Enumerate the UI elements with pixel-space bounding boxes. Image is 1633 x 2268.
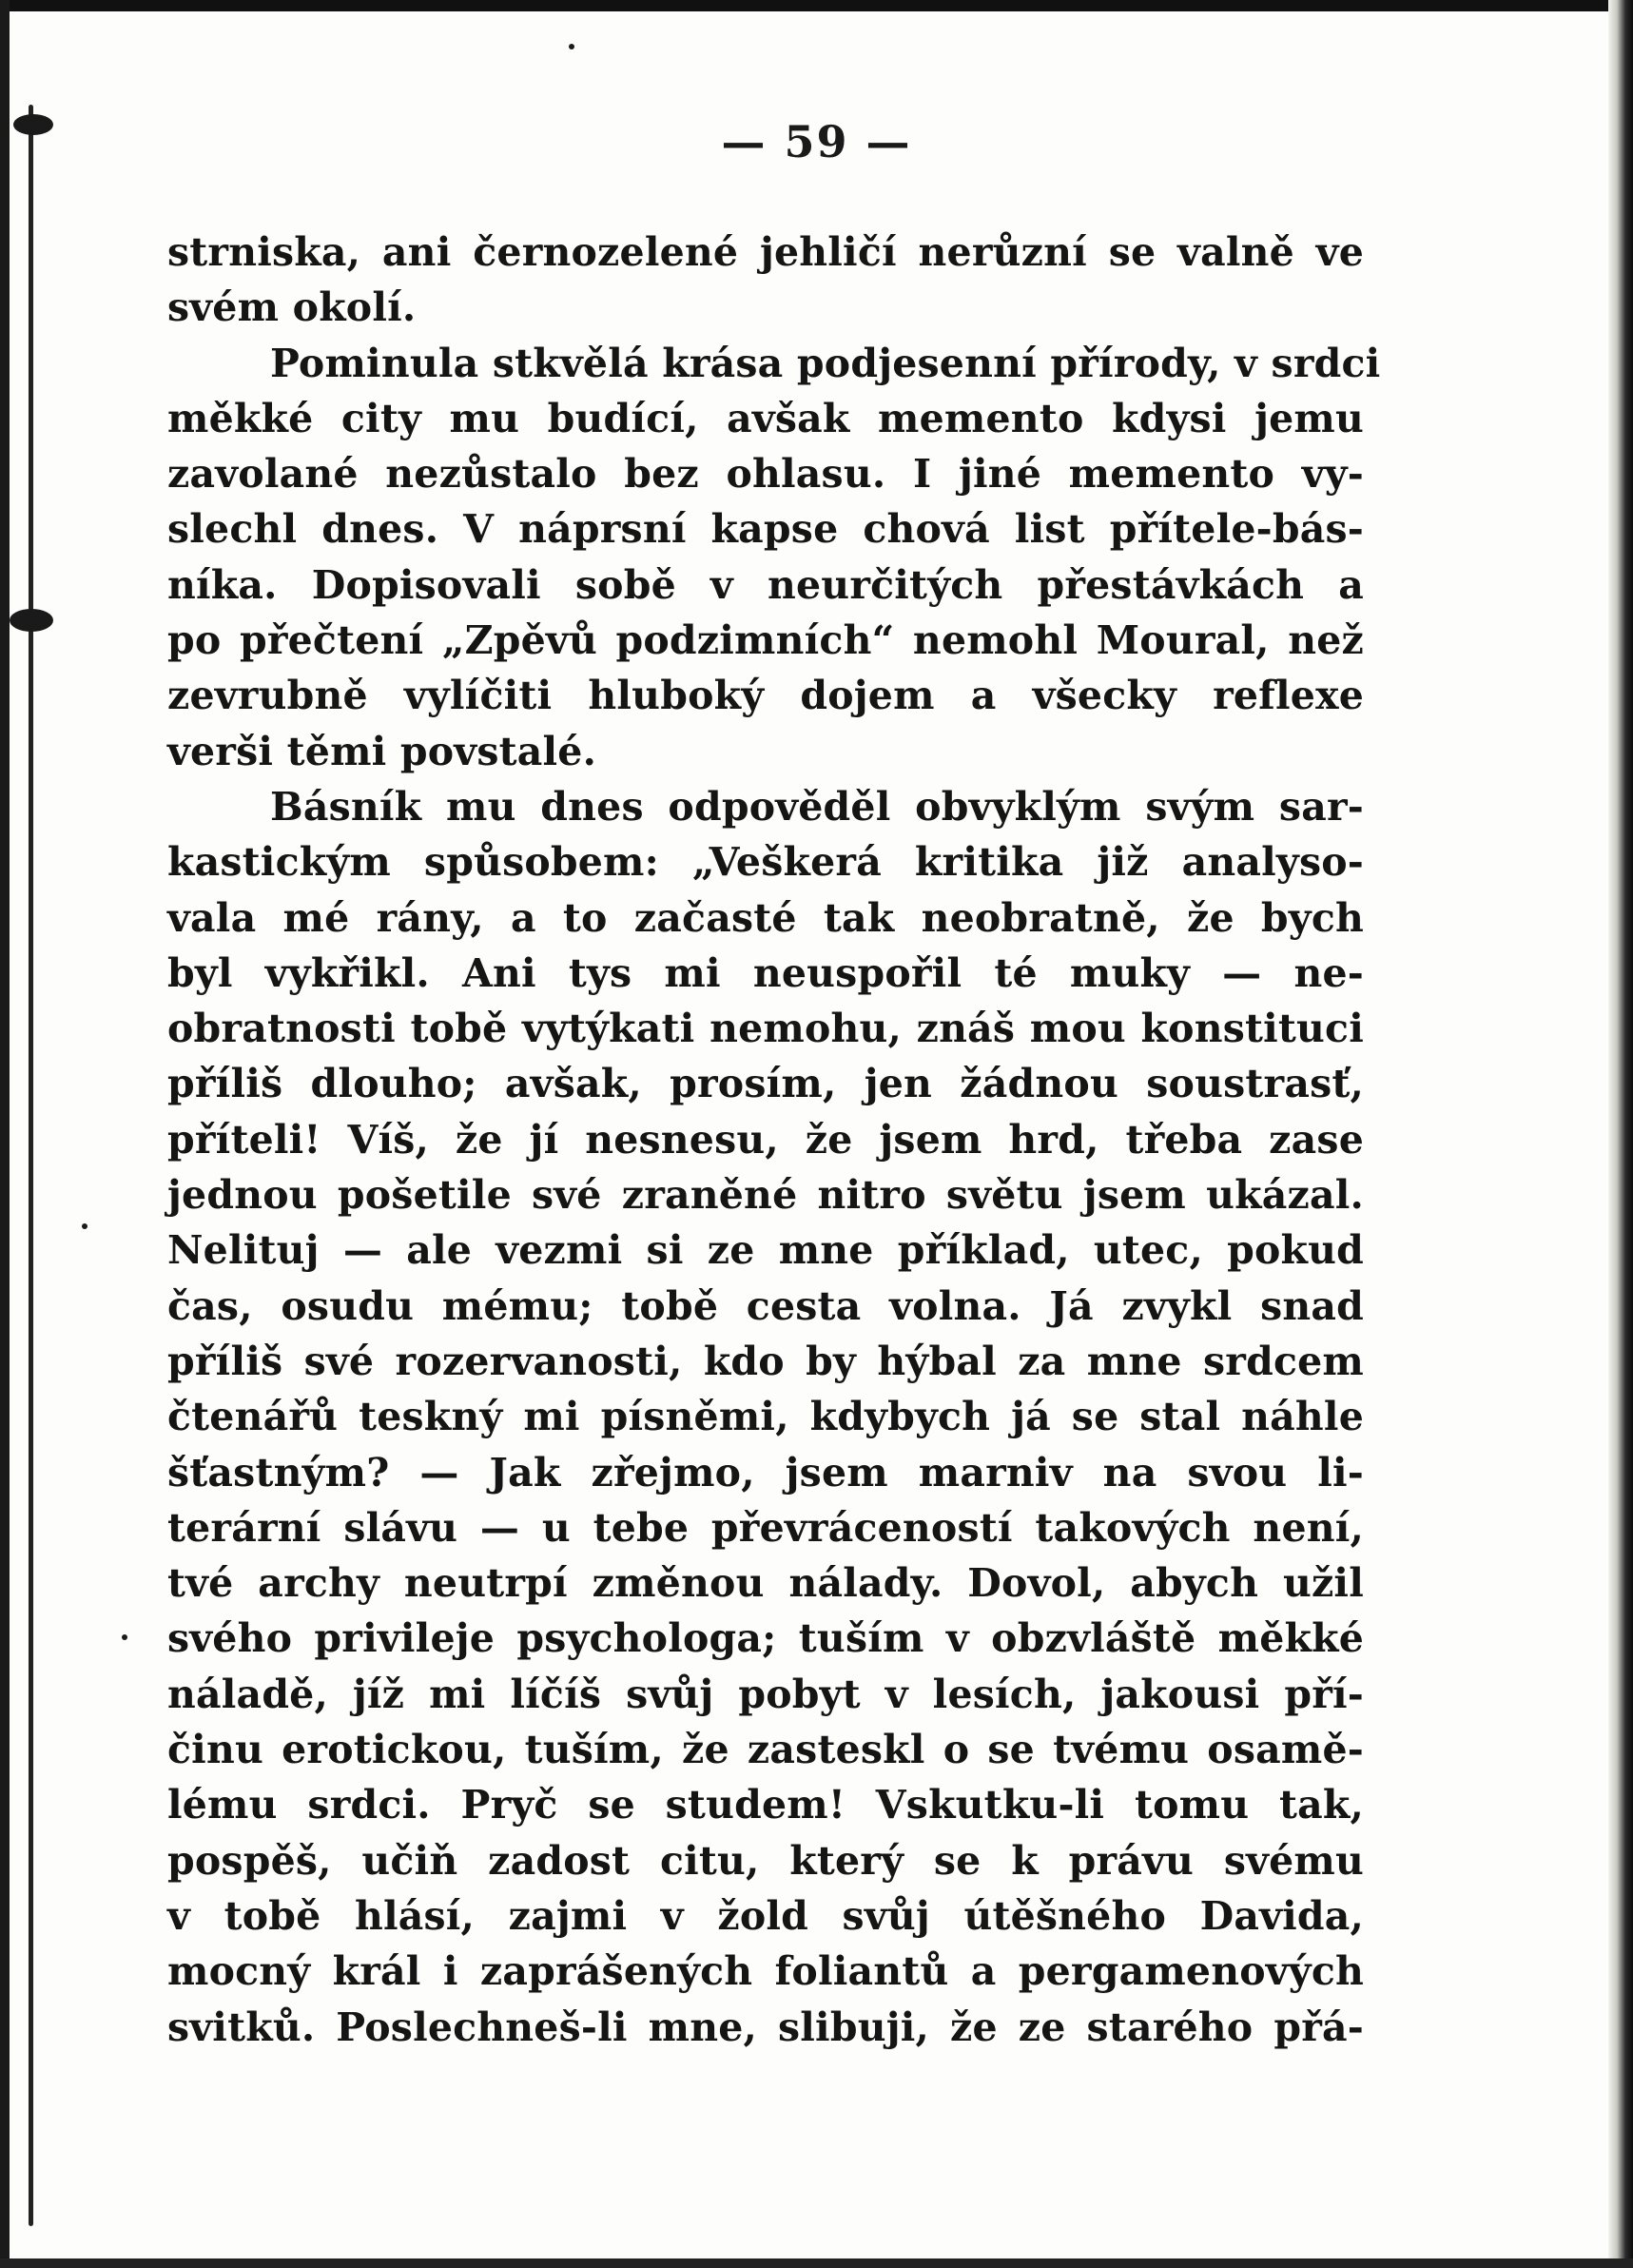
text-line: svém okolí. <box>167 284 417 331</box>
text-line: pospěš, učiň zadost citu, který se k právu svému <box>167 1837 1364 1884</box>
page-number: — 59 — <box>721 116 912 167</box>
text-line: slechl dnes. V náprsní kapse chová list přítele-bás- <box>167 506 1364 553</box>
text-line: měkké city mu budící, avšak memento kdysi jemu <box>167 395 1364 441</box>
scan-edge-top <box>0 0 1633 11</box>
text-line: náladě, jíž mi líčíš svůj pobyt v lesích, jakousi pří- <box>167 1671 1364 1717</box>
scan-speck <box>82 1223 87 1229</box>
text-line: níka. Dopisovali sobě v neurčitých přestávkách a <box>167 561 1364 608</box>
text-line: tvé archy neutrpí změnou nálady. Dovol, abych užil <box>167 1560 1364 1607</box>
text-line: šťastným? — Jak zřejmo, jsem marniv na svou li- <box>167 1449 1364 1496</box>
text-line: strniska, ani černozelené jehličí nerůzní se valně ve <box>167 229 1364 275</box>
body-text <box>167 225 1381 2055</box>
text-line: zevrubně vylíčiti hluboký dojem a všecky reflexe <box>167 673 1364 719</box>
page-binding-edge <box>29 105 33 2226</box>
text-line: vala mé rány, a to začasté tak neobratně, že bych <box>167 894 1364 941</box>
text-line: mocný král i zaprášených foliantů a pergamenových <box>167 1948 1364 1995</box>
text-line: Pominula stkvělá krása podjesenní přírody, v srdci <box>270 340 1381 386</box>
scan-speck <box>122 1634 127 1640</box>
text-line: Nelituj — ale vezmi si ze mne příklad, utec, pokud <box>167 1227 1364 1274</box>
text-line: čas, osudu mému; tobě cesta volna. Já zvykl snad <box>167 1282 1364 1329</box>
text-line: svitků. Poslechneš-li mne, slibuji, že ze starého přá- <box>167 2004 1364 2050</box>
scan-speck <box>569 44 574 49</box>
scan-edge-right <box>1608 0 1633 2268</box>
text-line: příliš své rozervanosti, kdo by hýbal za mne srdcem <box>167 1338 1364 1384</box>
scan-edge-left <box>0 0 10 2268</box>
text-line: terární slávu — u tebe převráceností takových není, <box>167 1504 1364 1551</box>
text-line: svého privileje psychologa; tuším v obzvláště měkké <box>167 1615 1364 1662</box>
text-line: příliš dlouho; avšak, prosím, jen žádnou soustrasť, <box>167 1061 1364 1107</box>
text-line: po přečtení „Zpěvů podzimních“ nemohl Moural, než <box>167 617 1364 664</box>
text-line: obratnosti tobě vytýkati nemohu, znáš mou konstituci <box>167 1006 1364 1052</box>
text-line: kastickým spůsobem: „Veškerá kritika již analyso- <box>167 839 1364 886</box>
text-line: příteli! Víš, že jí nesnesu, že jsem hrd, třeba zase <box>167 1116 1364 1163</box>
text-line: verši těmi povstalé. <box>167 728 597 774</box>
text-line: činu erotickou, tuším, že zasteskl o se tvému osamě- <box>167 1727 1364 1773</box>
text-line: Básník mu dnes odpověděl obvyklým svým sar- <box>270 783 1364 830</box>
text-line: byl vykřikl. Ani tys mi neuspořil té muky — ne- <box>167 949 1364 996</box>
text-line: čtenářů teskný mi písněmi, kdybych já se stal náhle <box>167 1394 1364 1440</box>
text-line: zavolané nezůstalo bez ohlasu. I jiné memento vy- <box>167 451 1364 498</box>
text-line: lému srdci. Pryč se studem! Vskutku-li tomu tak, <box>167 1782 1364 1828</box>
scan-speck <box>10 609 53 632</box>
scan-edge-bottom <box>0 2258 1633 2268</box>
text-line: jednou pošetile své zraněné nitro světu jsem ukázal. <box>167 1172 1364 1219</box>
text-line: v tobě hlásí, zajmi v žold svůj útěšného Davida, <box>167 1892 1364 1939</box>
